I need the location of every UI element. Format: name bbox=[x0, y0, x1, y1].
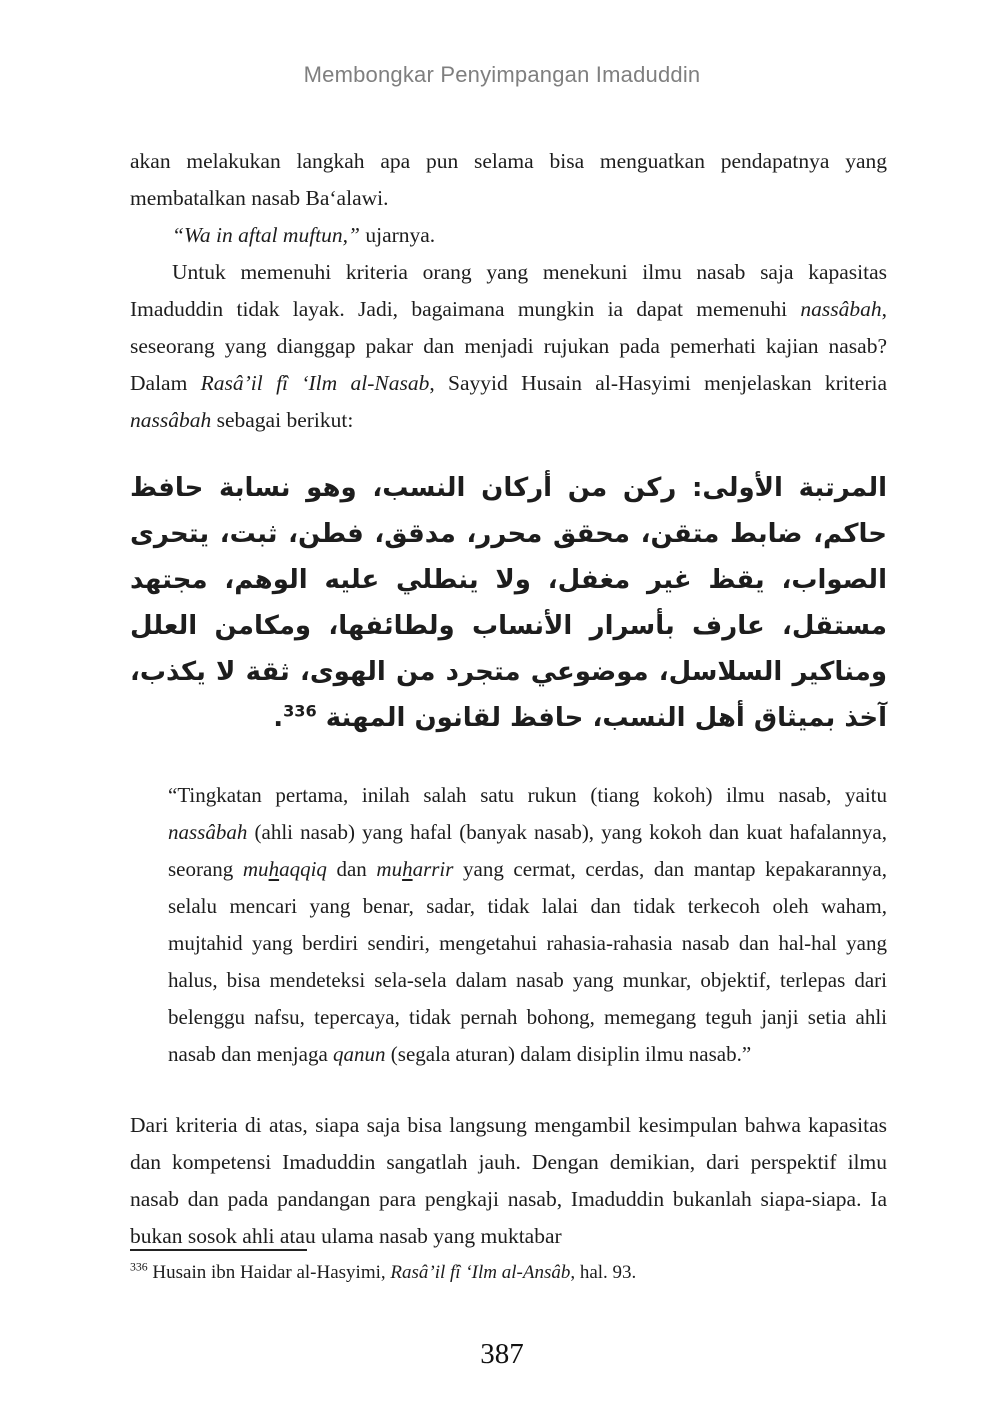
text-run: Husain ibn Haidar al-Hasyimi, bbox=[147, 1262, 391, 1283]
conclusion-paragraph bbox=[130, 1107, 887, 1255]
text-run: (ahli nasab) yang hafal (banyak nasab), yang kokoh dan kuat hafalannya, seorang bbox=[168, 820, 887, 881]
text-run: , Sayyid Husain al-Hasyimi menjelaskan kriteria bbox=[429, 371, 888, 395]
text-run: Untuk memenuhi kriteria orang yang menekuni ilmu nasab saja kapasitas Imaduddin tidak layak. Jadi, bagaimana mungkin ia dapat memenuhi bbox=[130, 260, 887, 321]
text-run: “Tingkatan pertama, inilah salah satu rukun (tiang kokoh) ilmu nasab, yaitu bbox=[168, 783, 887, 807]
text-run: mu bbox=[242, 857, 269, 881]
text-run: dan bbox=[326, 857, 377, 881]
text-run: Rasâ’il fî ‘Ilm al-Nasab bbox=[200, 371, 430, 395]
text-run: Rasâ’il fî ‘Ilm al-Ansâb bbox=[390, 1262, 571, 1283]
text-run: sebagai berikut: bbox=[211, 408, 354, 432]
text-run: المرتبة الأولى: ركن من أركان النسب، وهو نسابة حافظ حاكم، ضابط متقن، محقق محرر، مدقق، فطن، ثبت، يتحرى الصواب، يقظ غير مغفل، ولا ينطلي عليه الوهم، مجتهد مستقل، عارف بأسرار الأنساب ولطائفها، ومكامن العلل ومناكير السلاسل، موضوعي متجرد من الهوى، ثقة لا يكذب، آخذ بميثاق أهل النسب، حافظ لقانون المهنة bbox=[130, 473, 887, 733]
text-column bbox=[130, 143, 887, 1255]
text-run: qanun bbox=[333, 1042, 386, 1066]
utterance-paragraph bbox=[130, 217, 887, 254]
text-run: 336 bbox=[283, 701, 317, 721]
text-run: mu bbox=[376, 857, 403, 881]
text-run: nassâbah bbox=[130, 408, 212, 432]
body-paragraph-continuation bbox=[130, 143, 887, 217]
text-run: nassâbah bbox=[800, 297, 882, 321]
text-run: Dari kriteria di atas, siapa saja bisa langsung mengambil kesimpulan bahwa kapasitas dan kompetensi Imaduddin sangatlah jauh. Dengan demikian, dari perspektif ilmu nasab dan pada pandangan para pengkaji nasab, Imaduddin bukanlah siapa-siapa. Ia bukan sosok ahli atau ulama nasab yang muktabar bbox=[130, 1113, 887, 1248]
intro-paragraph bbox=[130, 254, 887, 439]
text-run: , seseorang yang dianggap pakar dan menjadi rujukan pada pemerhati kajian nasab? Dalam bbox=[130, 297, 887, 395]
arabic-blockquote bbox=[130, 465, 887, 741]
text-run: akan melakukan langkah apa pun selama bisa menguatkan pendapatnya yang membatalkan nasab Ba‘alawi. bbox=[130, 149, 887, 210]
text-run: 336 bbox=[130, 1260, 148, 1274]
footnote-separator bbox=[130, 1249, 307, 1251]
text-run: , hal. 93. bbox=[570, 1262, 637, 1283]
text-run: (segala aturan) dalam disiplin ilmu nasab.” bbox=[385, 1042, 752, 1066]
text-run: arrir bbox=[412, 857, 454, 881]
text-run: aqqiq bbox=[279, 857, 327, 881]
text-run: h bbox=[402, 857, 413, 881]
footnote bbox=[130, 1260, 887, 1285]
page-number: 387 bbox=[480, 1338, 524, 1370]
text-run: nassâbah bbox=[168, 820, 248, 844]
translation-blockquote bbox=[168, 777, 887, 1073]
text-run: h bbox=[268, 857, 280, 881]
text-run: ujarnya. bbox=[359, 223, 436, 247]
text-run: yang cermat, cerdas, dan mantap kepakarannya, selalu mencari yang benar, sadar, tidak lalai dan tidak terkecoh oleh waham, mujtahid yang berdiri sendiri, mengetahui rahasia-rahasia nasab dan hal-hal yang halus, bisa mendeteksi sela-sela dalam nasab yang munkar, objektif, terlepas dari belenggu nafsu, tepercaya, tidak pernah bohong, memegang teguh janji setia ahli nasab dan menjaga bbox=[168, 857, 887, 1066]
text-run: . bbox=[273, 703, 284, 733]
text-run: “Wa in aftal muftun,” bbox=[172, 223, 360, 247]
running-header: Membongkar Penyimpangan Imaduddin bbox=[303, 62, 701, 87]
